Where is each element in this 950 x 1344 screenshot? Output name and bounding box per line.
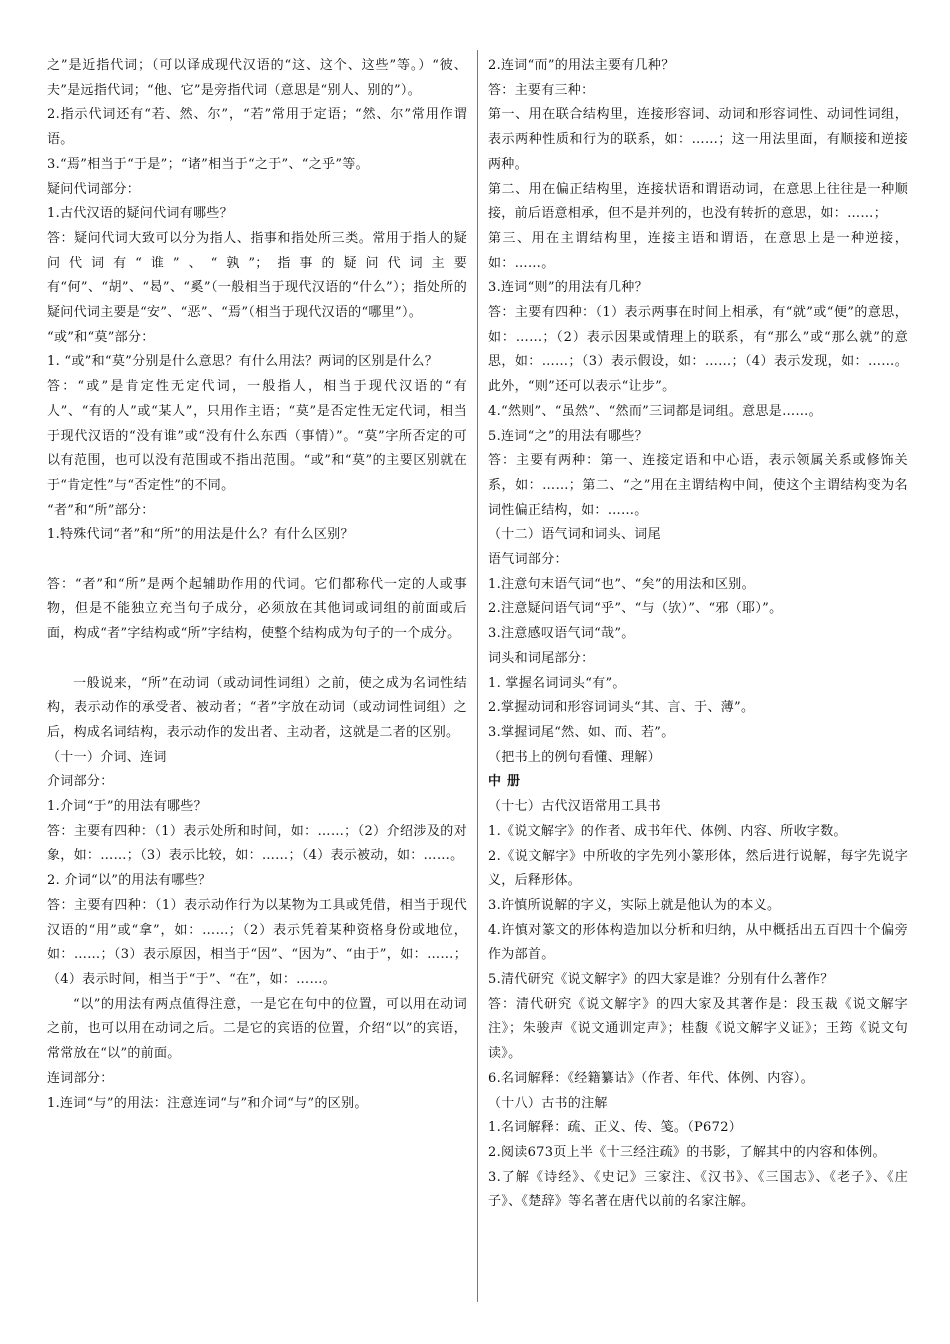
list-item: 1. 掌握名词词头“有”。 (488, 675, 626, 691)
answer: 答：“者”和“所”是两个起辅助作用的代词。它们都称代一定的人或事物，但是不能独立充当句子成分，必须放在其他词或词组的前面或后面，构成“者”字结构或“所”字结构，使整个结构成为句子的一个成分。 (47, 576, 467, 642)
list-item: 3.许慎所说解的字义，实际上就是他认为的本义。 (488, 897, 781, 913)
list-item: 4.许慎对篆文的形体构造加以分析和归纳，从中概括出五百四十个偏旁作为部首。 (488, 922, 908, 963)
list-item: 1.名词解释：疏、正义、传、笺。（P672） (488, 1120, 743, 1136)
chapter-heading: （十一）介词、连词 (47, 749, 167, 765)
section-heading: 介词部分： (47, 774, 114, 790)
list-item: 2.掌握动词和形容词词头“其、言、于、薄”。 (488, 700, 755, 716)
section-heading: “者”和“所”部分： (47, 502, 155, 518)
section-heading: 疑问代词部分： (47, 181, 141, 197)
question: 5.清代研究《说文解字》的四大家是谁？分别有什么著作？ (488, 972, 834, 988)
paragraph: 第二、用在偏正结构里，连接状语和谓语动词，在意思上往往是一种顺接，前后语意相承，但不是并列的，也没有转折的意思，如：……； (488, 181, 908, 222)
volume-heading: 中册 (488, 774, 527, 790)
question: 3.连词“则”的用法有几种？ (488, 280, 648, 296)
section-heading: 语气词部分： (488, 552, 568, 568)
question: 2. 介词“以”的用法有哪些？ (47, 873, 212, 889)
section-heading: 词头和词尾部分： (488, 650, 595, 666)
list-item: 2.注意疑问语气词“乎”、“与（欤）”、“邪（耶）”。 (488, 601, 783, 617)
paragraph: 第一、用在联合结构里，连接形容词、动词和形容词性、动词性词组，表示两种性质和行为的联系，如：……；这一用法里面，有顺接和逆接两种。 (488, 107, 908, 172)
answer: 答：清代研究《说文解字》的四大家及其著作是：段玉裁《说文解字注》；朱骏声《说文通训定声》；桂馥《说文解字义证》；王筠《说文句读》。 (488, 996, 908, 1062)
list-item: 3.注意感叹语气词“哉”。 (488, 626, 635, 642)
question: 5.连词“之”的用法有哪些？ (488, 428, 648, 444)
answer: 答：主要有两种：第一、连接定语和中心语，表示领属关系或修饰关系，如：……；第二、“之”用在主谓结构中间，使这个主谓结构变为名词性偏正结构，如：……。 (488, 453, 908, 518)
paragraph: 之”是近指代词；（可以译成现代汉语的“这、这个、这些”等。）“彼、夫”是远指代词；“他、它”是旁指代词（意思是“别人、别的”）。 (47, 58, 467, 98)
chapter-heading: （十七）古代汉语常用工具书 (488, 799, 661, 815)
list-item: 1.注意句末语气词“也”、“矣”的用法和区别。 (488, 576, 755, 592)
list-item: 3.掌握词尾“然、如、而、若”。 (488, 724, 675, 740)
left-column (47, 54, 467, 1116)
paragraph: 4.“然则”、“虽然”、“然而”三词都是词组。意思是……。 (488, 403, 822, 419)
column-divider (477, 50, 478, 1302)
list-item: 3.了解《诗经》、《史记》三家注、《汉书》、《三国志》、《老子》、《庄子》、《楚辞》等名著在唐代以前的名家注解。 (488, 1169, 908, 1210)
answer: 答：主要有四种：（1）表示动作行为以某物为工具或凭借，相当于现代汉语的“用”或“拿”，如：……；（2）表示凭着某种资格身份或地位，如：……；（3）表示原因，相当于“因”、“因为”、“由于”，如：……；（4）表示时间，相当于“于”、“在”，如：……。 (47, 897, 467, 987)
chapter-heading: （十二）语气词和词头、词尾 (488, 527, 661, 543)
question: 1.古代汉语的疑问代词有哪些？ (47, 206, 233, 222)
question: 1.介词“于”的用法有哪些？ (47, 799, 207, 815)
question: 1. “或”和“莫”分别是什么意思？有什么用法？两词的区别是什么？ (47, 354, 439, 370)
answer: 答：疑问代词大致可以分为指人、指事和指处所三类。常用于指人的疑问代词有“谁”、“孰”；指事的疑问代词主要有“何”、“胡”、“曷”、“奚”（一般相当于现代汉语的“什么”）；指处所的疑问代词主要是“安”、“恶”、“焉”（相当于现代汉语的“哪里”）。 (47, 230, 467, 321)
question: 1.特殊代词“者”和“所”的用法是什么？有什么区别？ (47, 527, 354, 543)
answer: 答：主要有三种： (488, 82, 595, 98)
paragraph: 第三、用在主谓结构里，连接主语和谓语，在意思上是一种逆接，如：……。 (488, 230, 908, 271)
section-heading: “或”和“莫”部分： (47, 329, 155, 345)
paragraph: 一般说来，“所”在动词（或动词性词组）之前，使之成为名词性结构，表示动作的承受者、被动者；“者”字放在动词（或动词性词组）之后，构成名词结构，表示动作的发出者、主动者，这就是二者的区别。 (47, 675, 467, 740)
list-item: 6.名词解释：《经籍纂诂》（作者、年代、体例、内容）。 (488, 1070, 815, 1086)
answer: 答：“或”是肯定性无定代词，一般指人，相当于现代汉语的“有人”、“有的人”或“某人”，只用作主语；“莫”是否定性无定代词，相当于现代汉语的“没有谁”或“没有什么东西（事情）”。“莫”字所否定的可以有范围，也可以没有范围或不指出范围。“或”和“莫”的主要区别就在于“肯定性”与“否定性”的不同。 (47, 379, 467, 493)
paragraph: “以”的用法有两点值得注意，一是它在句中的位置，可以用在动词之前，也可以用在动词之后。二是它的宾语的位置，介绍“以”的宾语，常常放在“以”的前面。 (47, 996, 467, 1062)
list-item: 1.《说文解字》的作者、成书年代、体例、内容、所收字数。 (488, 823, 847, 839)
note: （把书上的例句看懂、理解） (488, 749, 661, 765)
chapter-heading: （十八）古书的注解 (488, 1095, 608, 1111)
section-heading: 连词部分： (47, 1070, 114, 1086)
question: 2.连词“而”的用法主要有几种？ (488, 58, 675, 73)
list-item: 2.阅读673页上半《十三经注疏》的书影，了解其中的内容和体例。 (488, 1144, 886, 1160)
answer: 答：主要有四种：（1）表示处所和时间，如：……；（2）介绍涉及的对象，如：……；（3）表示比较，如：……；（4）表示被动，如：……。 (47, 823, 467, 864)
right-column (488, 54, 908, 1215)
paragraph: 1.连词“与”的用法：注意连词“与”和介词“与”的区别。 (47, 1095, 368, 1111)
answer: 答：主要有四种：（1）表示两事在时间上相承，有“就”或“便”的意思，如：……；（2）表示因果或情理上的联系，有“那么”或“那么就”的意思，如：……；（3）表示假设，如：……；（4）表示发现，如：……。此外，“则”还可以表示“让步”。 (488, 305, 908, 395)
paragraph: 3.“焉”相当于“于是”；“诸”相当于“之于”、“之乎”等。 (47, 156, 369, 172)
list-item: 2.《说文解字》中所收的字先列小篆形体，然后进行说解，每字先说字义，后释形体。 (488, 848, 908, 889)
paragraph: 2.指示代词还有“若、然、尔”，“若”常用于定语；“然、尔”常用作谓语。 (47, 107, 467, 148)
